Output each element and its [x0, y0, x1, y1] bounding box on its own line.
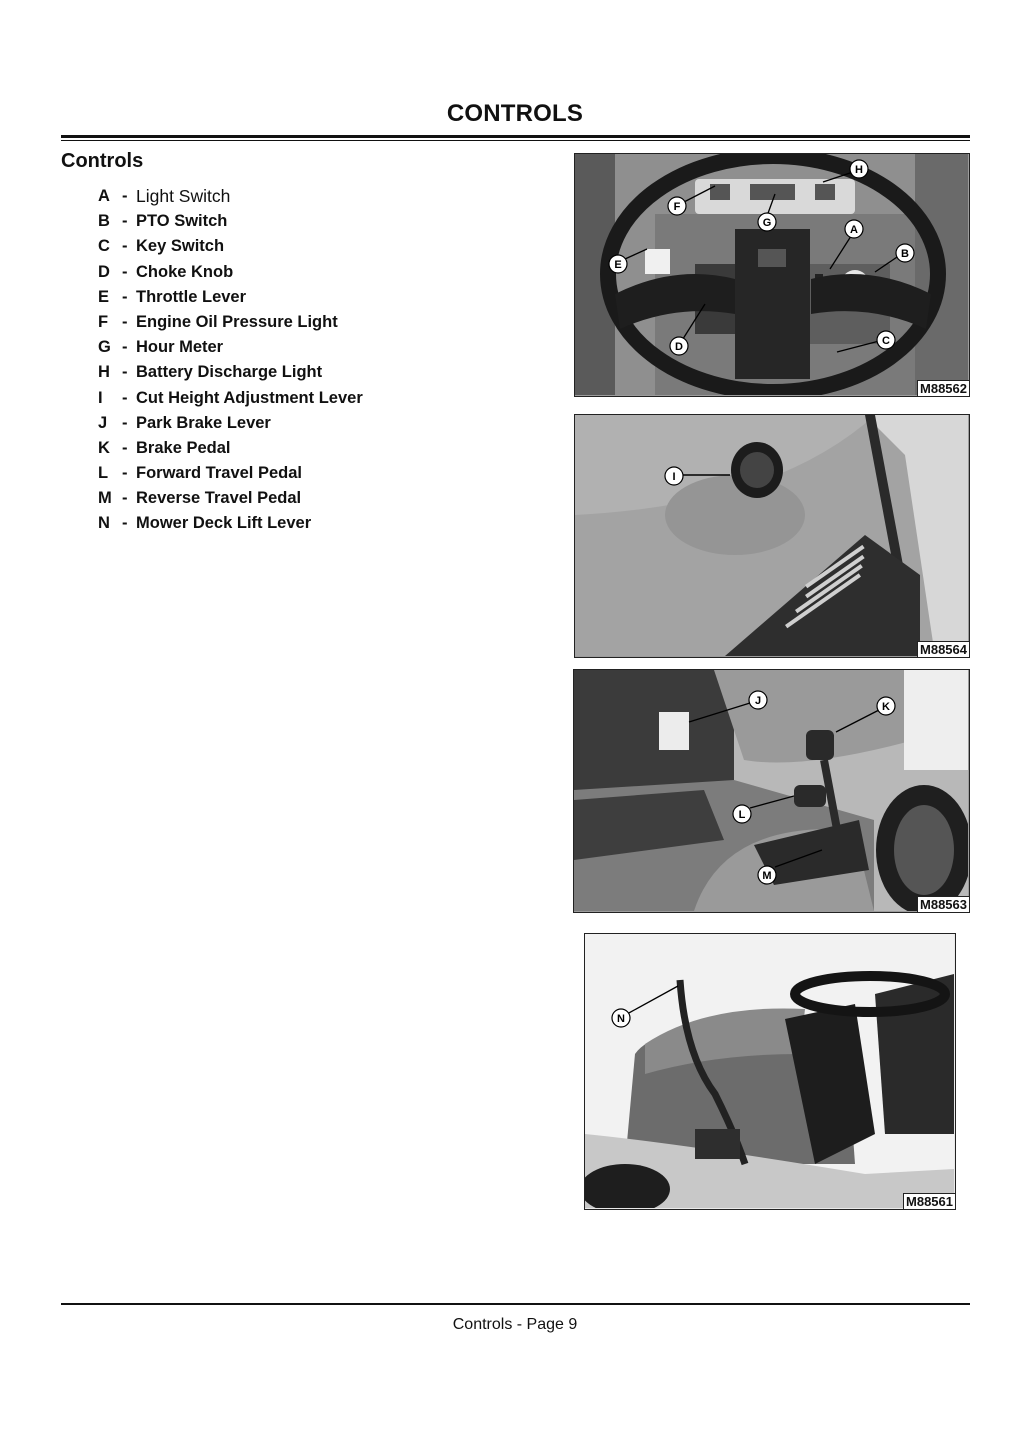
callout-i: I: [672, 471, 676, 483]
callout-a: A: [850, 224, 858, 236]
callout-f: F: [673, 201, 681, 213]
callout-b: B: [901, 248, 909, 260]
cut-height-photo: [575, 415, 968, 656]
title-rule: [61, 135, 970, 138]
callout-j: J: [754, 695, 762, 707]
callout-l: L: [738, 809, 746, 821]
figure-cut-height: [574, 414, 970, 658]
footer-rule: [61, 1303, 970, 1305]
callout-d: D: [675, 341, 683, 353]
callout-k: K: [882, 701, 890, 713]
callout-n: N: [617, 1013, 625, 1025]
figure-pedals: [573, 669, 970, 913]
figure-dashboard: [574, 153, 970, 397]
callout-h: H: [855, 164, 863, 176]
dashboard-photo: [575, 154, 968, 395]
pedals-photo: [574, 670, 968, 911]
callout-g: G: [762, 217, 772, 229]
figure-id: M88564: [917, 641, 969, 657]
page-title: CONTROLS: [446, 100, 584, 127]
page-footer: Controls - Page 9: [452, 1316, 578, 1333]
title-rule-thin: [61, 140, 970, 141]
figure-id: M88562: [917, 380, 969, 396]
figure-deck-lift: [584, 933, 956, 1210]
deck-lift-photo: [585, 934, 954, 1208]
figure-id: M88563: [917, 896, 969, 912]
section-heading: Controls: [61, 150, 144, 172]
callout-c: C: [882, 335, 890, 347]
callout-m: M: [762, 870, 772, 882]
callout-e: E: [614, 259, 622, 271]
figure-id: M88561: [903, 1193, 955, 1209]
